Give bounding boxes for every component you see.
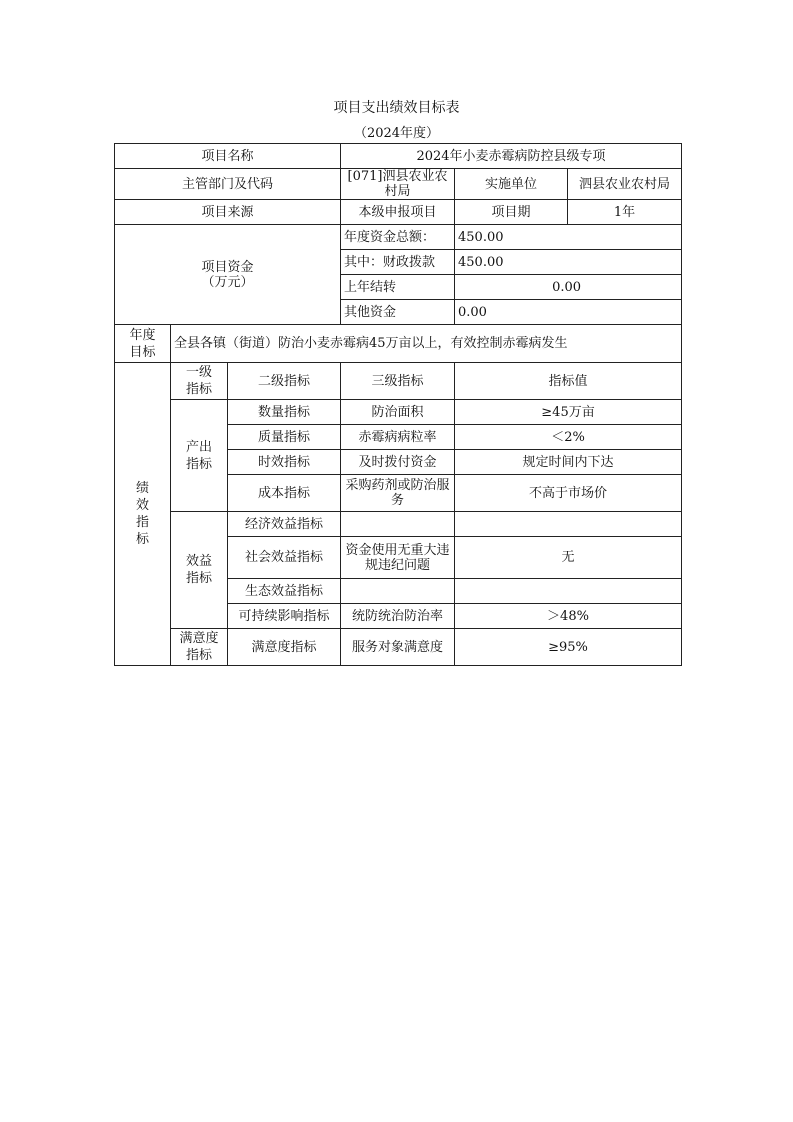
funds-other-label: 其他资金 — [341, 300, 455, 325]
indicator-level3 — [341, 512, 455, 537]
document-subtitle: （2024年度） — [353, 126, 440, 141]
benefit-indicator-label — [171, 512, 228, 629]
output-indicator-label-text: 产出指标 — [185, 439, 212, 472]
indicator-level2: 生态效益指标 — [228, 579, 341, 604]
dept-value: [071]泗县农业农村局 — [341, 169, 455, 200]
project-name-label: 项目名称 — [115, 144, 341, 169]
header-level2: 二级指标 — [228, 363, 341, 400]
funds-carryover-value: 0.00 — [455, 275, 682, 300]
funds-total-label: 年度资金总额： — [341, 225, 455, 250]
indicator-level3: 防治面积 — [341, 400, 455, 425]
indicator-level2: 质量指标 — [228, 425, 341, 450]
satisfaction-indicator-label-text: 满意度指标 — [179, 631, 219, 663]
project-name-row — [115, 144, 682, 169]
impl-unit-value: 泗县农业农村局 — [568, 169, 682, 200]
header-value: 指标值 — [455, 363, 682, 400]
satisfaction-indicator-label — [171, 629, 228, 666]
table-row — [115, 512, 682, 537]
indicator-level3: 采购药剂或防治服务 — [341, 475, 455, 512]
indicator-level2: 满意度指标 — [228, 629, 341, 666]
source-row — [115, 200, 682, 225]
table-row — [115, 400, 682, 425]
source-label: 项目来源 — [115, 200, 341, 225]
annual-goal-label-text: 年度目标 — [129, 327, 156, 360]
indicator-value: 规定时间内下达 — [455, 450, 682, 475]
source-value: 本级申报项目 — [341, 200, 455, 225]
dept-label: 主管部门及代码 — [115, 169, 341, 200]
funds-label: 项目资金 （万元） — [115, 225, 341, 325]
table-row — [115, 629, 682, 666]
dept-row — [115, 169, 682, 200]
project-name-value: 2024年小麦赤霉病防控县级专项 — [341, 144, 682, 169]
indicator-value: ＜2% — [455, 425, 682, 450]
funds-carryover-label: 上年结转 — [341, 275, 455, 300]
indicator-value — [455, 512, 682, 537]
funds-fiscal-value: 450.00 — [455, 250, 682, 275]
period-label: 项目期 — [455, 200, 568, 225]
indicator-level3: 及时拨付资金 — [341, 450, 455, 475]
indicator-level2: 成本指标 — [228, 475, 341, 512]
annual-goal-label — [115, 325, 171, 363]
funds-row — [115, 225, 682, 250]
document-title: 项目支出绩效目标表 — [333, 100, 460, 116]
indicator-value: ≥95% — [455, 629, 682, 666]
indicator-level2: 社会效益指标 — [228, 537, 341, 579]
annual-goal-row — [115, 325, 682, 363]
indicator-level3: 资金使用无重大违规违纪问题 — [341, 537, 455, 579]
indicator-value — [455, 579, 682, 604]
indicator-value: ≥45万亩 — [455, 400, 682, 425]
indicator-value: 不高于市场价 — [455, 475, 682, 512]
indicator-level2: 经济效益指标 — [228, 512, 341, 537]
benefit-indicator-label-text: 效益指标 — [185, 554, 212, 586]
indicator-level2: 数量指标 — [228, 400, 341, 425]
indicator-level3: 服务对象满意度 — [341, 629, 455, 666]
impl-unit-label: 实施单位 — [455, 169, 568, 200]
indicator-level3: 统防统治防治率 — [341, 604, 455, 629]
indicator-level3: 赤霉病病粒率 — [341, 425, 455, 450]
performance-table — [114, 143, 682, 666]
indicator-level3 — [341, 579, 455, 604]
annual-goal-text: 全县各镇（街道）防治小麦赤霉病45万亩以上，有效控制赤霉病发生 — [171, 325, 682, 363]
indicator-section-label-text: 绩效指标 — [135, 481, 149, 547]
indicator-value: 无 — [455, 537, 682, 579]
indicator-level2: 可持续影响指标 — [228, 604, 341, 629]
indicator-header-row — [115, 363, 682, 400]
indicator-value: ＞48% — [455, 604, 682, 629]
output-indicator-label — [171, 400, 228, 512]
funds-other-value: 0.00 — [455, 300, 682, 325]
header-level1-text: 一级指标 — [185, 365, 212, 397]
indicator-section-label — [115, 363, 171, 666]
header-level3: 三级指标 — [341, 363, 455, 400]
indicator-level2: 时效指标 — [228, 450, 341, 475]
funds-fiscal-label: 其中：财政拨款 — [341, 250, 455, 275]
period-value: 1年 — [568, 200, 682, 225]
header-level1 — [171, 363, 228, 400]
funds-total-value: 450.00 — [455, 225, 682, 250]
